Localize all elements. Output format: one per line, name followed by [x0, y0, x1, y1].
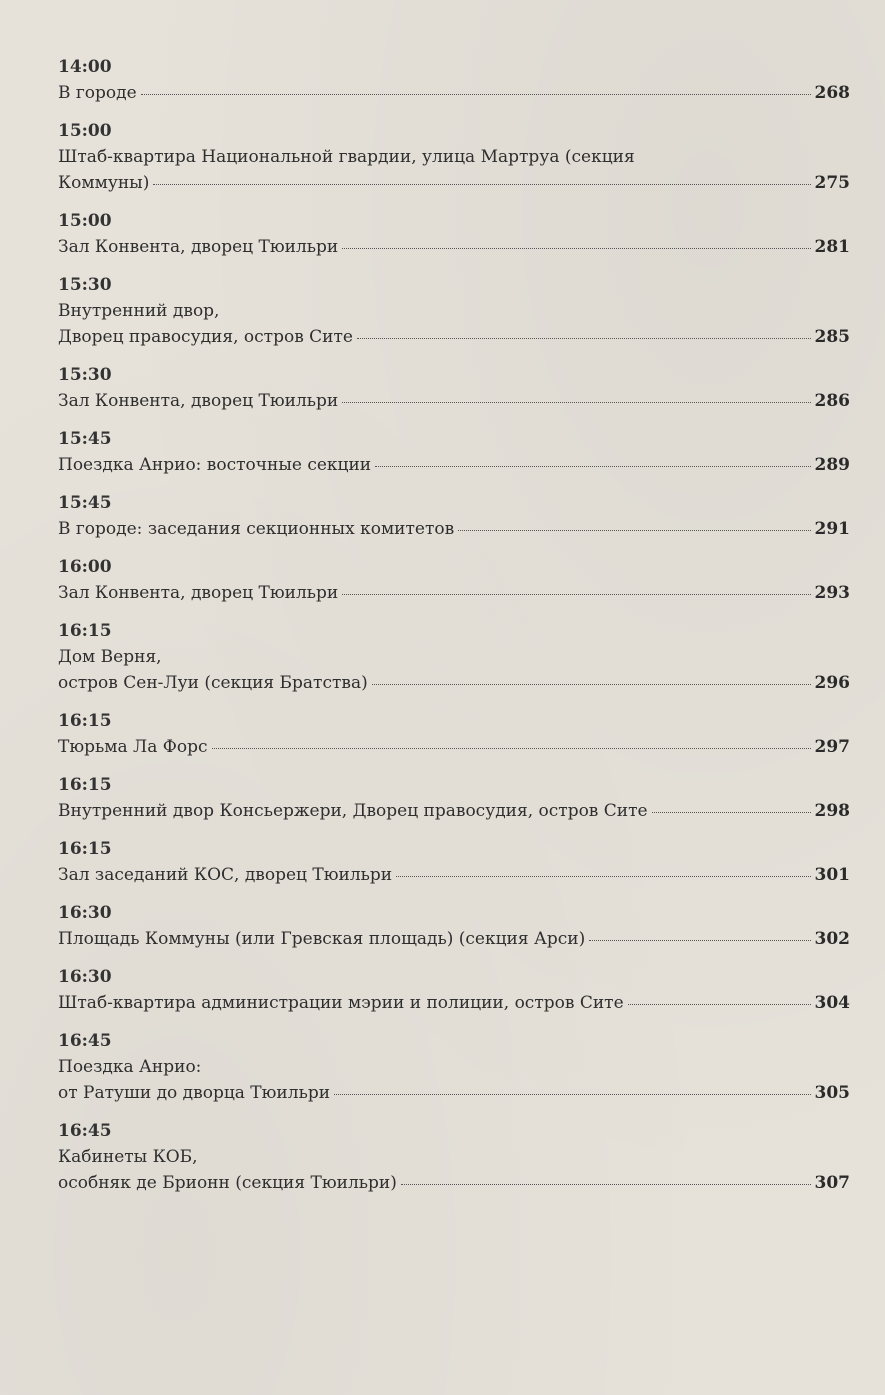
- entry-title-text: Площадь Коммуны (или Гревская площадь) (секция Арси): [58, 929, 586, 949]
- entry-title-line: [58, 516, 850, 542]
- entry-title-line: Штаб-квартира Национальной гвардии, улица Мартруа (секция: [58, 147, 635, 167]
- toc-entry: [58, 838, 850, 888]
- page-number: 268: [814, 83, 850, 103]
- entry-title-line: [58, 324, 850, 350]
- entry-time: 16:30: [58, 903, 112, 923]
- toc-entry: [58, 710, 850, 760]
- entry-time: 16:15: [58, 621, 112, 641]
- toc-entry: [58, 774, 850, 824]
- page-number: 291: [814, 519, 850, 539]
- dot-leader: [334, 1094, 810, 1095]
- toc-entry: [58, 364, 850, 414]
- dot-leader: [357, 338, 811, 339]
- entry-time: 16:15: [58, 839, 112, 859]
- entry-title-text: Коммуны): [58, 173, 150, 193]
- entry-title-line: [58, 862, 850, 888]
- page-number: 289: [814, 455, 850, 475]
- page-number: 304: [814, 993, 850, 1013]
- entry-time: 15:45: [58, 493, 112, 513]
- entry-time: 15:00: [58, 121, 112, 141]
- toc-entry: [58, 1120, 850, 1196]
- dot-leader: [342, 248, 810, 249]
- dot-leader: [375, 466, 810, 467]
- toc-entry: [58, 966, 850, 1016]
- entry-time: 16:15: [58, 775, 112, 795]
- toc-entry: [58, 120, 850, 196]
- entry-title-text: В городе: [58, 83, 137, 103]
- page-number: 275: [814, 173, 850, 193]
- page-number: 301: [814, 865, 850, 885]
- dot-leader: [342, 402, 810, 403]
- entry-title-line: Внутренний двор,: [58, 301, 220, 321]
- toc-entry: [58, 56, 850, 106]
- entry-title-text: от Ратуши до дворца Тюильри: [58, 1083, 331, 1103]
- dot-leader: [396, 876, 810, 877]
- toc-entry: [58, 1030, 850, 1106]
- dot-leader: [458, 530, 810, 531]
- entry-title-line: Кабинеты КОБ,: [58, 1147, 198, 1167]
- entry-title-line: [58, 734, 850, 760]
- dot-leader: [212, 748, 811, 749]
- entry-title-line: [58, 80, 850, 106]
- toc-entry: [58, 556, 850, 606]
- page-number: 307: [814, 1173, 850, 1193]
- dot-leader: [589, 940, 810, 941]
- toc-entry: [58, 274, 850, 350]
- toc-entry: [58, 620, 850, 696]
- dot-leader: [141, 94, 811, 95]
- entry-title-line: [58, 1170, 850, 1196]
- entry-title-text: В городе: заседания секционных комитетов: [58, 519, 455, 539]
- dot-leader: [372, 684, 811, 685]
- entry-time: 15:00: [58, 211, 112, 231]
- entry-title-text: Штаб-квартира администрации мэрии и полиции, остров Сите: [58, 993, 624, 1013]
- entry-title-line: [58, 170, 850, 196]
- entry-title-text: Зал заседаний КОС, дворец Тюильри: [58, 865, 393, 885]
- entry-title-text: Зал Конвента, дворец Тюильри: [58, 583, 339, 603]
- dot-leader: [153, 184, 810, 185]
- entry-title-text: Тюрьма Ла Форс: [58, 737, 208, 757]
- dot-leader: [652, 812, 811, 813]
- entry-time: 15:45: [58, 429, 112, 449]
- dot-leader: [342, 594, 810, 595]
- toc-entry: [58, 210, 850, 260]
- entry-time: 15:30: [58, 275, 112, 295]
- entry-title-text: Зал Конвента, дворец Тюильри: [58, 237, 339, 257]
- page-number: 297: [814, 737, 850, 757]
- toc-entry: [58, 428, 850, 478]
- entry-title-line: [58, 580, 850, 606]
- entry-title-line: [58, 1080, 850, 1106]
- entry-title-line: [58, 670, 850, 696]
- entry-time: 16:45: [58, 1031, 112, 1051]
- entry-title-line: [58, 452, 850, 478]
- entry-title-line: [58, 990, 850, 1016]
- toc-entry: [58, 492, 850, 542]
- page-number: 298: [814, 801, 850, 821]
- entry-time: 16:45: [58, 1121, 112, 1141]
- entry-time: 15:30: [58, 365, 112, 385]
- toc-entry: [58, 902, 850, 952]
- entry-title-line: [58, 798, 850, 824]
- entry-time: 16:30: [58, 967, 112, 987]
- entry-title-line: Дом Верня,: [58, 647, 162, 667]
- entry-title-text: остров Сен-Луи (секция Братства): [58, 673, 368, 693]
- page-number: 305: [814, 1083, 850, 1103]
- entry-title-line: [58, 234, 850, 260]
- entry-title-text: Дворец правосудия, остров Сите: [58, 327, 353, 347]
- page-number: 286: [814, 391, 850, 411]
- entry-time: 16:00: [58, 557, 112, 577]
- page-number: 281: [814, 237, 850, 257]
- entry-title-line: Поездка Анрио:: [58, 1057, 202, 1077]
- entry-title-text: Внутренний двор Консьержери, Дворец правосудия, остров Сите: [58, 801, 648, 821]
- entry-title-line: [58, 388, 850, 414]
- entry-title-text: Зал Конвента, дворец Тюильри: [58, 391, 339, 411]
- entry-time: 14:00: [58, 57, 112, 77]
- entry-title-line: [58, 926, 850, 952]
- page-number: 296: [814, 673, 850, 693]
- table-of-contents: [58, 56, 850, 1210]
- entry-time: 16:15: [58, 711, 112, 731]
- entry-title-text: Поездка Анрио: восточные секции: [58, 455, 372, 475]
- page-number: 285: [814, 327, 850, 347]
- dot-leader: [628, 1004, 811, 1005]
- page-number: 293: [814, 583, 850, 603]
- page-number: 302: [814, 929, 850, 949]
- dot-leader: [401, 1184, 811, 1185]
- entry-title-text: особняк де Брионн (секция Тюильри): [58, 1173, 397, 1193]
